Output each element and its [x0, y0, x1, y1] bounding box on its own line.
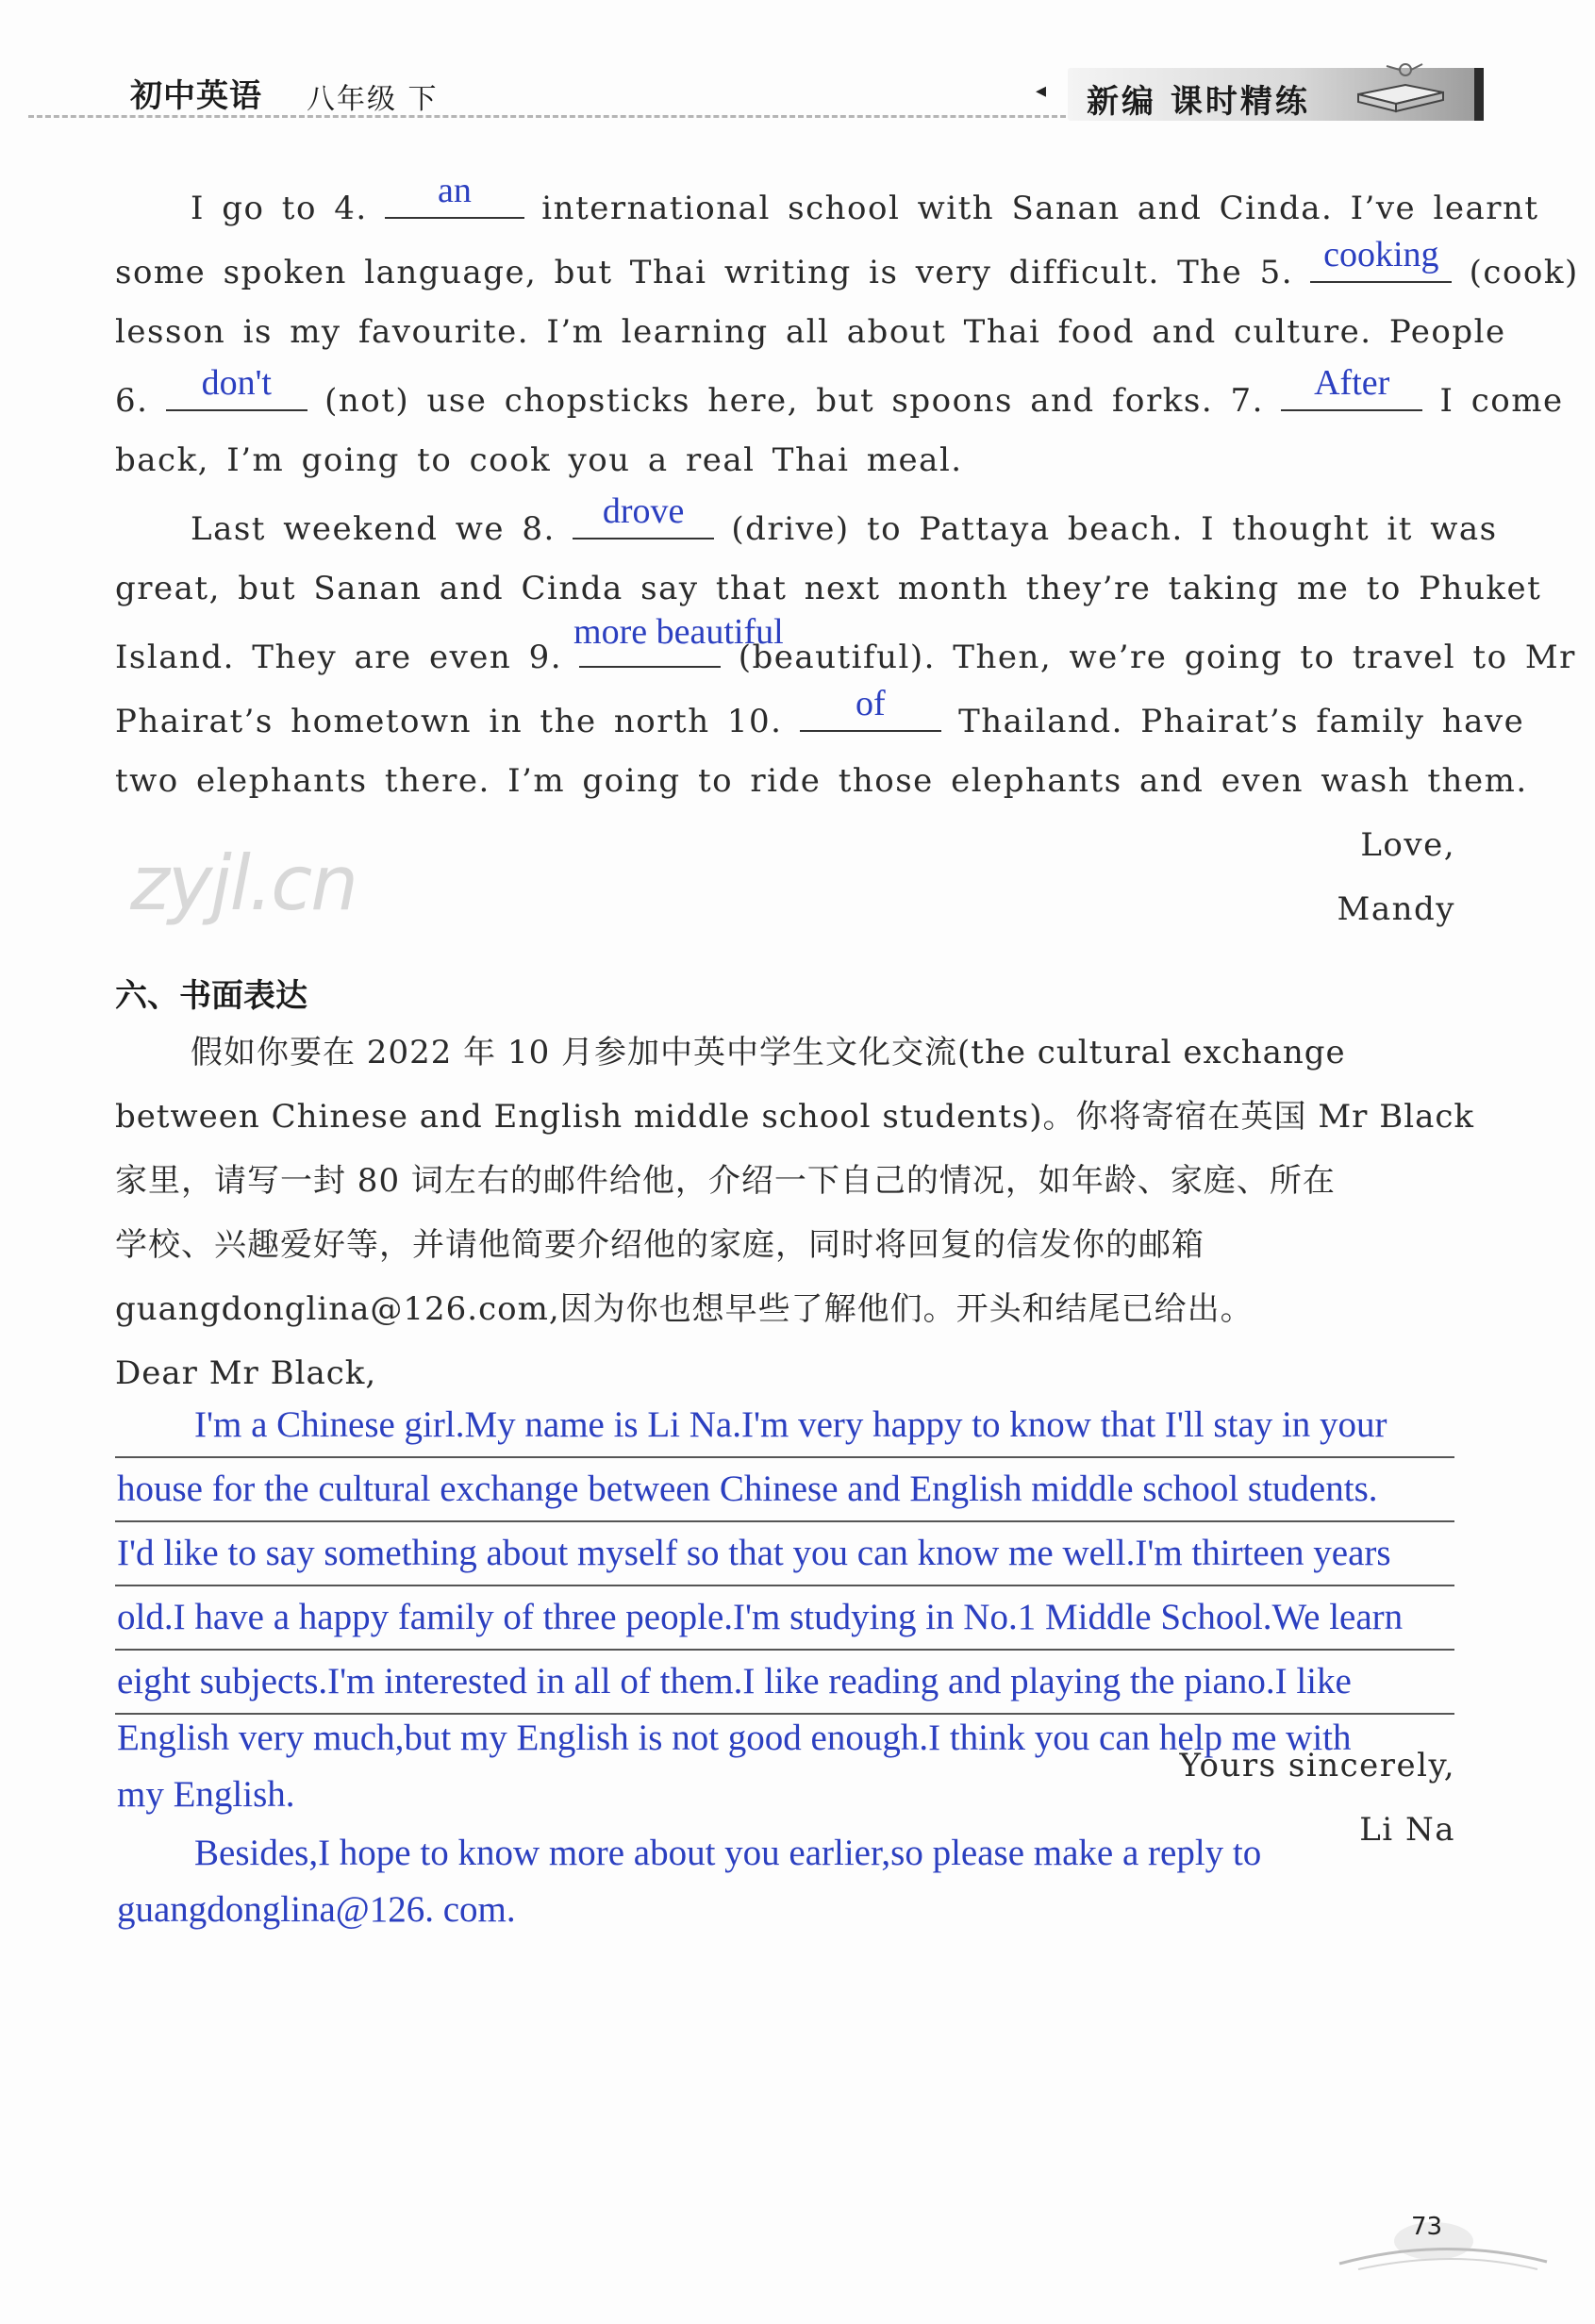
writing-line: [115, 1456, 1454, 1458]
writing-line: [115, 1520, 1454, 1522]
essay-line-2: house for the cultural exchange between Chinese and English middle school students.: [117, 1469, 1378, 1509]
section-title: 六、书面表达: [115, 977, 307, 1015]
essay-line-7: my English.: [117, 1774, 295, 1815]
text-segment: (beautiful). Then, we’re going to travel to Mr: [738, 639, 1576, 676]
essay-line-1: I'm a Chinese girl.My name is Li Na.I'm very happy to know that I'll stay in your: [194, 1404, 1387, 1445]
page-swoosh-decoration: [1330, 2207, 1556, 2282]
passage-line-1: [115, 171, 1539, 227]
text-segment: (not) use chopsticks here, but spoons and forks. 7.: [324, 382, 1264, 420]
writing-line: [115, 1585, 1454, 1586]
essay-line-8: Besides,I hope to know more about you earlier,so please make a reply to: [194, 1833, 1262, 1873]
essay-closing: Yours sincerely,: [1179, 1747, 1455, 1784]
prompt-line-4: 学校、兴趣爱好等，并请他简要介绍他的家庭，同时将回复的信发你的邮箱: [115, 1226, 1205, 1264]
text-segment: international school with Sanan and Cinda. I’ve learnt: [541, 190, 1539, 227]
answer-6: don't: [201, 363, 272, 403]
book-stack-icon: [1339, 57, 1453, 113]
essay-line-6: English very much,but my English is not good enough.I think you can help me with: [117, 1718, 1352, 1758]
passage-line-2: [115, 235, 1579, 291]
brand-bar: [1474, 68, 1484, 121]
blank-8: [573, 491, 714, 540]
essay-greeting: Dear Mr Black,: [115, 1354, 377, 1392]
blank-4: [385, 171, 524, 219]
letter-signature: Mandy: [1337, 890, 1455, 928]
passage-line-8: [115, 612, 1576, 676]
answer-7: After: [1314, 363, 1390, 403]
answer-9: more beautiful: [573, 612, 784, 652]
prompt-line-3: 家里，请写一封 80 词左右的邮件给他，介绍一下自己的情况，如年龄、家庭、所在: [115, 1162, 1336, 1200]
book-title: 初中英语: [130, 77, 262, 115]
essay-line-4: old.I have a happy family of three people.I'm studying in No.1 Middle School.We learn: [117, 1597, 1404, 1637]
essay-line-9: guangdonglina@126. com.: [117, 1889, 516, 1930]
text-segment: I come: [1439, 382, 1564, 420]
brand-label: 新编 课时精练: [1087, 83, 1310, 121]
text-segment: (cook): [1469, 254, 1579, 291]
blank-9: [573, 612, 784, 668]
text-segment: Phairat’s hometown in the north 10.: [115, 703, 783, 740]
text-segment: Thailand. Phairat’s family have: [958, 703, 1525, 740]
text-segment: (drive) to Pattaya beach. I thought it was: [731, 510, 1498, 548]
text-segment: 6.: [115, 382, 149, 420]
essay-line-3: I'd like to say something about myself so that you can know me well.I'm thirteen years: [117, 1533, 1391, 1573]
passage-line-6: [115, 491, 1498, 548]
passage-line-10: two elephants there. I’m going to ride those elephants and even wash them.: [115, 762, 1528, 800]
prompt-line-5: guangdonglina@126.com,因为你也想早些了解他们。开头和结尾已给出。: [115, 1290, 1254, 1328]
blank-5: [1310, 235, 1452, 283]
writing-line: [115, 1649, 1454, 1651]
header-divider: [28, 115, 1066, 118]
passage-line-7: great, but Sanan and Cinda say that next month they’re taking me to Phuket: [115, 570, 1542, 607]
watermark: zyjl.cn: [130, 839, 357, 927]
essay-line-5: eight subjects.I'm interested in all of them.I like reading and playing the piano.I like: [117, 1661, 1352, 1702]
text-segment: I go to 4.: [191, 190, 368, 227]
writing-line: [115, 1713, 1454, 1715]
text-segment: Last weekend we 8.: [191, 510, 556, 548]
essay-signature: Li Na: [1359, 1811, 1455, 1849]
blank-6: [166, 363, 307, 411]
page-number: 73: [1411, 2213, 1443, 2241]
text-segment: some spoken language, but Thai writing is very difficult. The 5.: [115, 254, 1294, 291]
answer-4: an: [438, 171, 472, 210]
passage-line-3: lesson is my favourite. I’m learning all about Thai food and culture. People: [115, 313, 1506, 351]
passage-line-5: back, I’m going to cook you a real Thai meal.: [115, 441, 963, 479]
passage-line-9: [115, 684, 1525, 740]
passage-line-4: [115, 363, 1564, 420]
answer-8: drove: [602, 491, 685, 531]
letter-closing: Love,: [1360, 826, 1455, 864]
answer-5: cooking: [1323, 235, 1439, 274]
blank-7: [1281, 363, 1422, 411]
triangle-icon: ◂: [1036, 79, 1047, 103]
prompt-line-1: 假如你要在 2022 年 10 月参加中英中学生文化交流(the cultural exchange: [191, 1034, 1346, 1071]
blank-10: [800, 684, 941, 732]
text-segment: Island. They are even 9.: [115, 639, 563, 676]
prompt-line-2: between Chinese and English middle school students)。你将寄宿在英国 Mr Black: [115, 1098, 1474, 1136]
grade-label: 八年级 下: [307, 83, 439, 116]
answer-10: of: [855, 684, 886, 723]
